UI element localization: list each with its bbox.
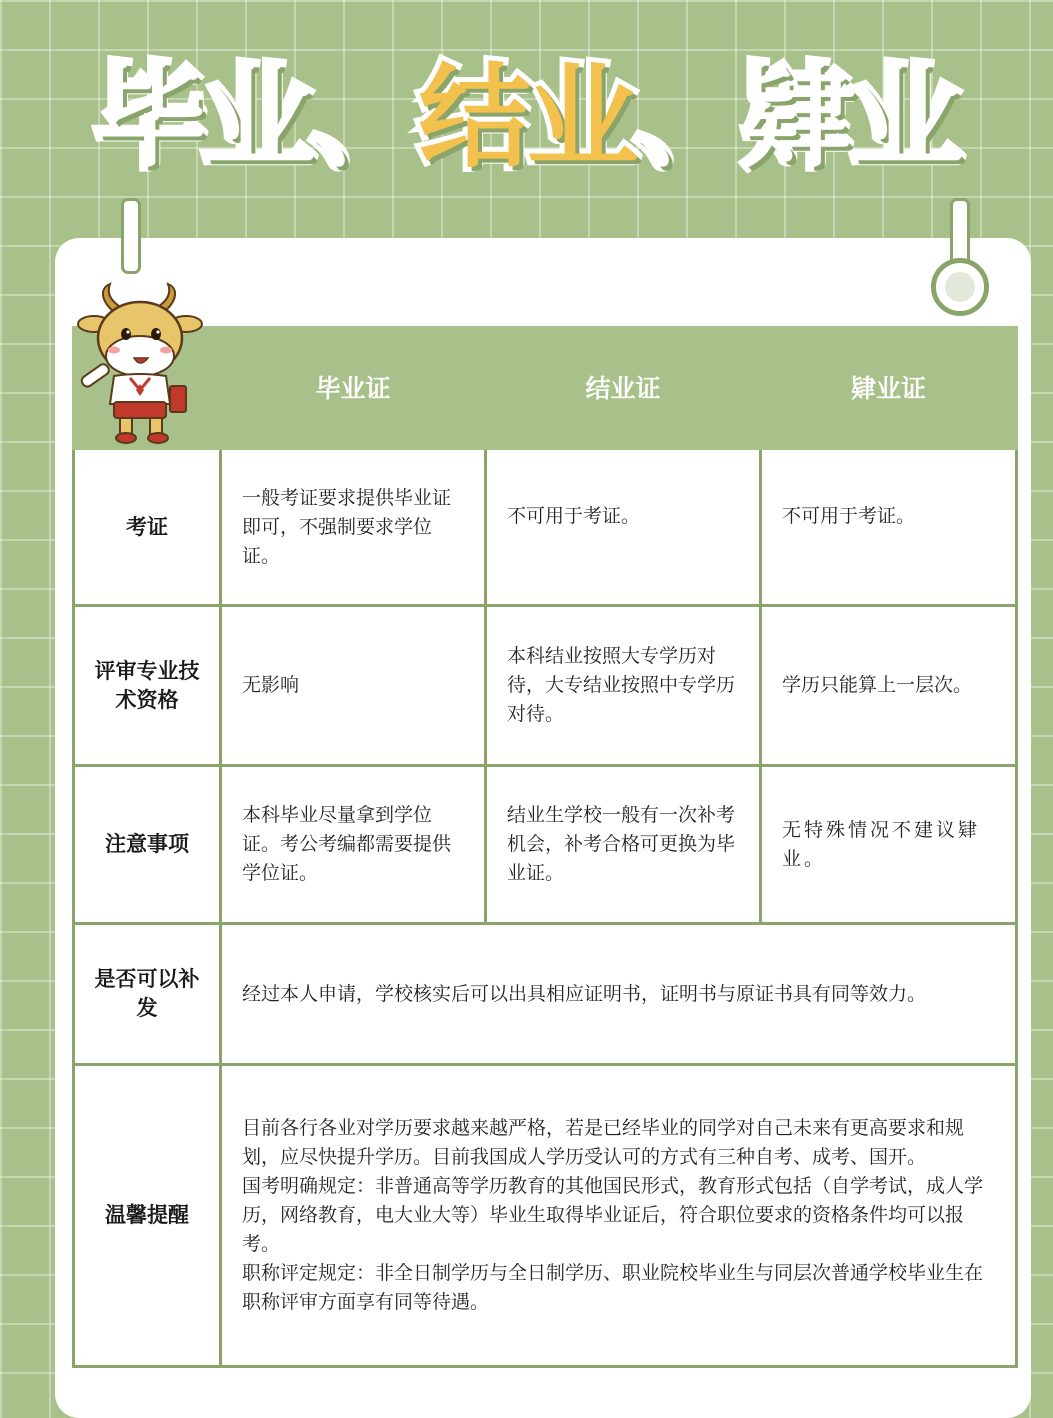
table-cell: 学历只能算上一层次。 [761, 606, 1017, 766]
row-label: 评审专业技术资格 [74, 606, 221, 766]
table-cell: 不可用于考证。 [761, 449, 1017, 606]
comparison-table [72, 326, 1018, 1368]
table-row [74, 766, 1017, 924]
table-row [74, 1065, 1017, 1367]
header-graduate-cert: 毕业证 [221, 328, 486, 449]
table-row [74, 924, 1017, 1065]
row-label: 考证 [74, 449, 221, 606]
title-part-incomplete: 肄业 [742, 52, 959, 183]
title-separator: 、 [634, 52, 743, 183]
row-label: 温馨提醒 [74, 1065, 221, 1367]
table-cell: 无影响 [221, 606, 486, 766]
table-cell: 无特殊情况不建议肄业。 [761, 766, 1017, 924]
table-cell: 不可用于考证。 [486, 449, 761, 606]
title-part-completion: 结业 [418, 52, 635, 183]
tips-paragraph: 职称评定规定：非全日制学历与全日制学历、职业院校毕业生与同层次普通学校毕业生在职称评审方面享有同等待遇。 [242, 1262, 984, 1313]
title-part-graduate: 毕业 [94, 52, 311, 183]
binder-hole-icon [931, 258, 989, 316]
table-cell: 一般考证要求提供毕业证即可，不强制要求学位证。 [221, 449, 486, 606]
tips-cell [221, 1065, 1017, 1367]
title-separator: 、 [310, 52, 419, 183]
table-cell: 经过本人申请，学校核实后可以出具相应证明书，证明书与原证书具有同等效力。 [221, 924, 1017, 1065]
header-incomplete-cert: 肄业证 [761, 328, 1017, 449]
table-header-row [74, 328, 1017, 449]
binder-ring-left [121, 198, 141, 274]
table-cell: 结业生学校一般有一次补考机会，补考合格可更换为毕业证。 [486, 766, 761, 924]
tips-paragraph: 目前各行各业对学历要求越来越严格，若是已经毕业的同学对自己未来有更高要求和规划，应尽快提升学历。目前我国成人学历受认可的方式有三种自考、成考、国开。 [242, 1117, 965, 1168]
cartoon-ox-mascot-icon [76, 280, 206, 450]
row-label: 是否可以补发 [74, 924, 221, 1065]
page-title [0, 28, 1053, 188]
row-label: 注意事项 [74, 766, 221, 924]
table-row [74, 449, 1017, 606]
header-completion-cert: 结业证 [486, 328, 761, 449]
table-cell: 本科结业按照大专学历对待，大专结业按照中专学历对待。 [486, 606, 761, 766]
table-row [74, 606, 1017, 766]
tips-paragraph: 国考明确规定：非普通高等学历教育的其他国民形式，教育形式包括（自学考试，成人学历，网络教育，电大业大等）毕业生取得毕业证后，符合职位要求的资格条件均可以报考。 [242, 1175, 984, 1255]
table-cell: 本科毕业尽量拿到学位证。考公考编都需要提供学位证。 [221, 766, 486, 924]
